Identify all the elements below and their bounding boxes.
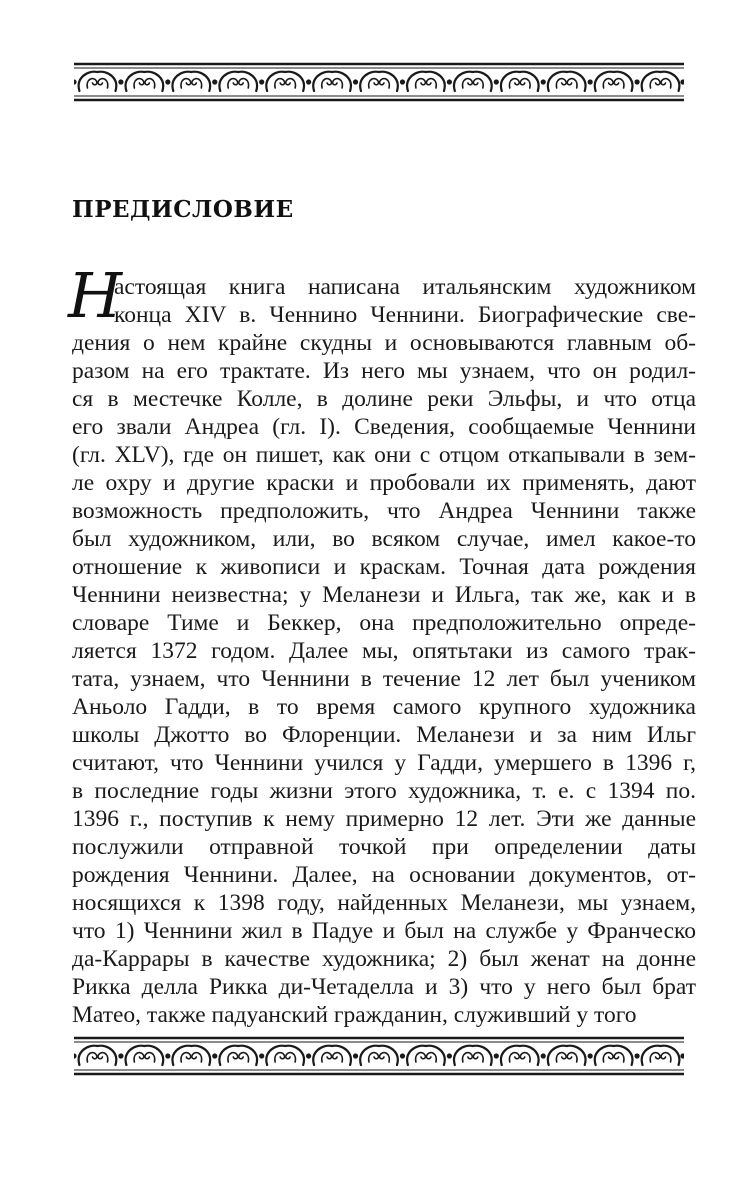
- text-line: возможность предположить, что Андреа Ченнини также: [72, 498, 696, 524]
- text-line: Матео, также падуанский гражданин, служивший у того: [72, 1002, 637, 1028]
- scroll-motif: [447, 72, 492, 91]
- text-line: дения о нем крайне скудны и основываются главным об-: [72, 330, 696, 356]
- text-line: считают, что Ченнини учился у Гадди, умершего в 1396 г,: [72, 750, 696, 776]
- scroll-motif: [541, 72, 586, 91]
- text-line: в последние годы жизни этого художника, т. е. с 1394 по.: [72, 778, 696, 804]
- scroll-motif: [400, 72, 445, 91]
- section-heading: ПРЕДИСЛОВИЕ: [72, 196, 294, 223]
- scroll-motif: [541, 1046, 586, 1065]
- text-line: Ченнини неизвестна; у Меланези и Ильга, так же, как и в: [72, 582, 696, 608]
- text-line: тата, узнаем, что Ченнини в течение 12 лет был учеником: [72, 666, 696, 692]
- scroll-motif: [212, 1046, 257, 1065]
- text-line: что 1) Ченнини жил в Падуе и был на службе у Франческо: [72, 918, 696, 944]
- text-line: отношение к живописи и краскам. Точная дата рождения: [72, 554, 696, 580]
- scroll-motif: [306, 72, 351, 91]
- text-line: носящихся к 1398 году, найденных Меланези, мы узнаем,: [72, 890, 696, 916]
- text-line: словаре Тиме и Беккер, она предположительно опреде-: [72, 610, 696, 636]
- text-line: Рикка делла Рикка ди-Четаделла и 3) что у него был брат: [72, 974, 696, 1000]
- scroll-motif: [259, 72, 304, 91]
- scroll-motif: [494, 72, 539, 91]
- scroll-motif: [74, 72, 116, 91]
- scroll-motif: [259, 1046, 304, 1065]
- text-line: ся в местечке Колле, в долине реки Эльфы, и что отца: [72, 386, 696, 412]
- scroll-motif: [165, 72, 210, 91]
- scroll-motif: [634, 1046, 679, 1065]
- scroll-motif: [447, 1046, 492, 1065]
- scroll-motif: [118, 72, 163, 91]
- scroll-motif: [118, 1046, 163, 1065]
- scroll-motif: [306, 1046, 351, 1065]
- text-line: 1396 г., поступив к нему примерно 12 лет. Эти же данные: [72, 806, 696, 832]
- text-line: конца XIV в. Ченнино Ченнини. Биографические све-: [114, 302, 696, 328]
- scroll-motif: [400, 1046, 445, 1065]
- scroll-motif: [353, 1046, 398, 1065]
- drop-cap: Н: [68, 259, 123, 332]
- text-line: рождения Ченнини. Далее, на основании документов, от-: [72, 862, 696, 888]
- text-line: послужили отправной точкой при определении даты: [72, 834, 696, 860]
- text-line: ле охру и другие краски и пробовали их применять, дают: [72, 470, 696, 496]
- scroll-motif: [353, 72, 398, 91]
- ornament-border-bottom: [74, 1036, 684, 1076]
- text-line: его звали Андреа (гл. I). Сведения, сообщаемые Ченнини: [72, 414, 696, 440]
- scroll-motif: [165, 1046, 210, 1065]
- text-line: (гл. XLV), где он пишет, как они с отцом откапывали в зем-: [72, 442, 696, 468]
- text-line: Аньоло Гадди, в то время самого крупного художника: [72, 694, 696, 720]
- text-line: ляется 1372 годом. Далее мы, опятьтаки из самого трак-: [72, 638, 696, 664]
- scroll-motif: [74, 1046, 116, 1065]
- text-line: был художником, или, во всяком случае, имел какое-то: [72, 526, 696, 552]
- text-line: да-Каррары в качестве художника; 2) был женат на донне: [72, 946, 696, 972]
- text-line: школы Джотто во Флоренции. Меланези и за ним Ильг: [72, 722, 696, 748]
- scroll-motif: [494, 1046, 539, 1065]
- scroll-motif: [588, 1046, 633, 1065]
- text-line: астоящая книга написана итальянским художником: [114, 274, 696, 300]
- scroll-motif: [634, 72, 679, 91]
- scroll-motif: [588, 72, 633, 91]
- ornament-border-top: [74, 62, 684, 102]
- scroll-motif: [212, 72, 257, 91]
- text-line: разом на его трактате. Из него мы узнаем, что он родил-: [72, 358, 696, 384]
